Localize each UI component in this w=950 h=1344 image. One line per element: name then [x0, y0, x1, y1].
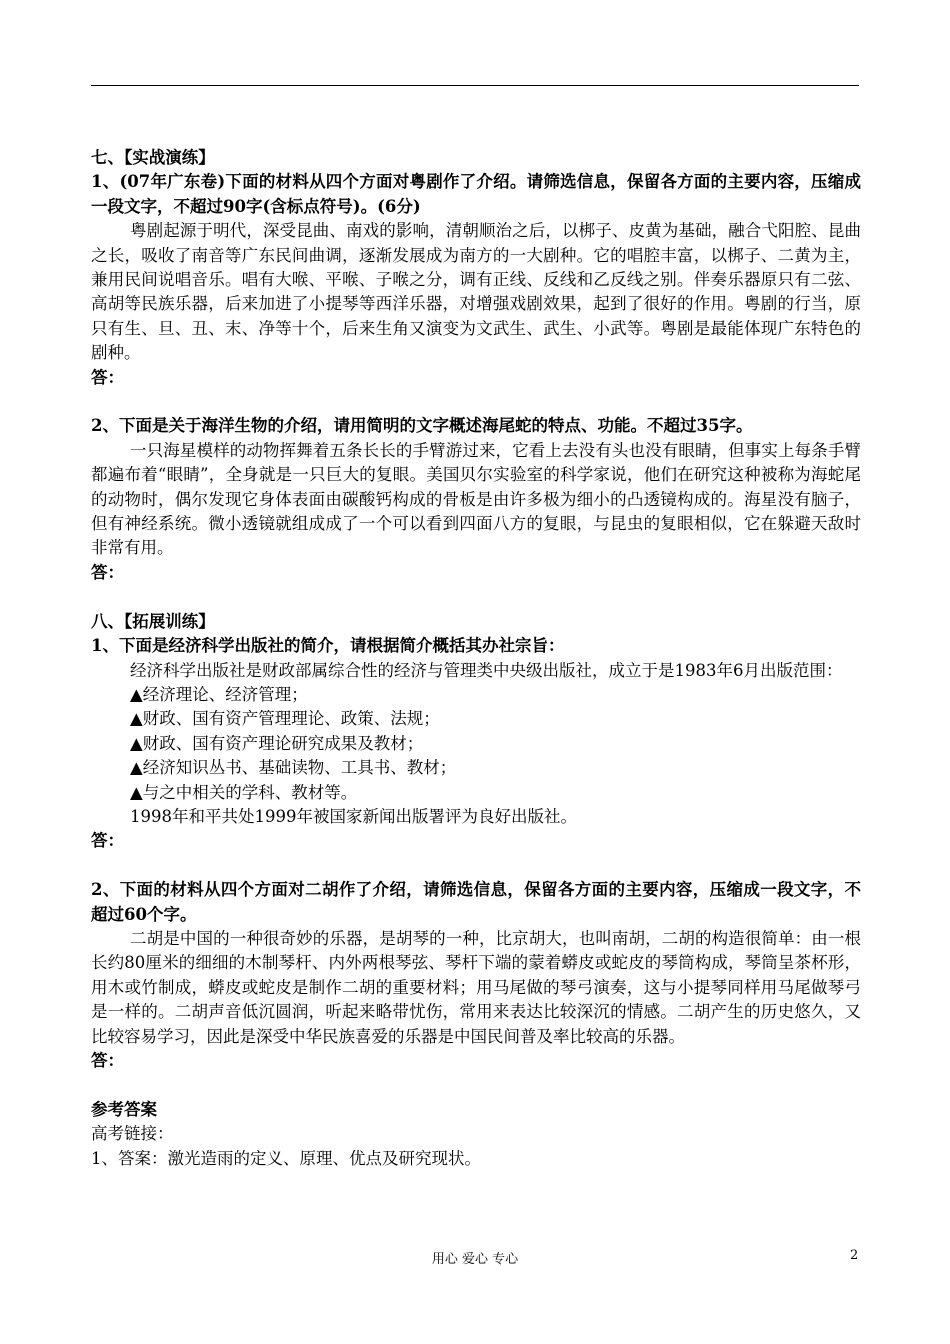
- reference-subheading: 高考链接：: [91, 1124, 174, 1144]
- reference-heading: 参考答案: [91, 1099, 157, 1119]
- s8-q1-answer: 答：: [91, 831, 124, 851]
- s8-q2-prompt: 2、下面的材料从四个方面对二胡作了介绍，请筛选信息，保留各方面的主要内容，压缩成一段文字，不超过60个字。: [91, 880, 861, 924]
- spacer: [91, 390, 861, 414]
- s7-q2-body: 一只海星模样的动物挥舞着五条长长的手臂游过来，它看上去没有头也没有眼睛，但事实上每条手臂都遍布着“眼睛”，全身就是一只巨大的复眼。美国贝尔实验室的科学家说，他们在研究这种被称为海蛇尾的动物时，偶尔发现它身体表面由碳酸钙构成的骨板是由许多极为细小的凸透镜构成的。海星没有脑子，但有神经系统。微小透镜就组成成了一个可以看到四面八方的复眼，与昆虫的复眼相似，它在躲避天敌时非常有用。: [91, 440, 861, 558]
- s8-q2-answer: 答：: [91, 1050, 124, 1070]
- s7-q2-prompt: 2、下面是关于海洋生物的介绍，请用简明的文字概述海尾蛇的特点、功能。不超过35字。: [91, 416, 753, 436]
- s8-q1-intro: 经济科学出版社是财政部属综合性的经济与管理类中央级出版社，成立于是1983年6月出版范围：: [130, 660, 843, 680]
- footer-motto: 用心 爱心 专心: [431, 1252, 519, 1267]
- s8-q2-body: 二胡是中国的一种很奇妙的乐器，是胡琴的一种，比京胡大，也叫南胡，二胡的构造很简单：由一根长约80厘米的细细的木制琴杆、内外两根琴弦、琴杆下端的蒙着蟒皮或蛇皮的琴筒构成，琴筒呈茶杯形，用木或竹制成，蟒皮或蛇皮是制作二胡的重要材料；用马尾做的琴弓演奏，这与小提琴同样用马尾做琴弓是一样的。二胡声音低沉圆润，听起来略带忧伤，常用来表达比较深沉的情感。二胡产生的历史悠久，又比较容易学习，因此是深受中华民族喜爱的乐器是中国民间普及率比较高的乐器。: [91, 928, 861, 1046]
- s7-q1-prompt: 1、(07年广东卷)下面的材料从四个方面对粤剧作了介绍。请筛选信息，保留各方面的主要内容，压缩成一段文字，不超过90字(含标点符号)。(6分): [91, 172, 861, 216]
- s7-q1-body: 粤剧起源于明代，深受昆曲、南戏的影响，清朝顺治之后，以梆子、皮黄为基础，融合弋阳腔、昆曲之长，吸收了南音等广东民间曲调，逐渐发展成为南方的一大剧种。它的唱腔丰富，以梆子、二黄为主，兼用民间说唱音乐。唱有大喉、平喉、子喉之分，调有正线、反线和乙反线之别。伴奏乐器原只有二弦、高胡等民族乐器，后来加进了小提琴等西洋乐器，对增强戏剧效果，起到了很好的作用。粤剧的行当，原只有生、旦、丑、末、净等十个，后来生角又演变为文武生、武生、小武等。粤剧是最能体现广东特色的剧种。: [91, 221, 861, 363]
- s7-q2-answer: 答：: [91, 562, 124, 582]
- section-7-heading: 七、【实战演练】: [91, 148, 215, 167]
- spacer: [91, 854, 861, 878]
- bullet-item: ▲财政、国有资产管理理论、政策、法规；: [130, 709, 440, 729]
- spacer: [91, 1073, 861, 1097]
- section-8-heading: 八、【拓展训练】: [91, 611, 215, 631]
- page-number: 2: [850, 1248, 859, 1263]
- header-rule: [91, 85, 859, 86]
- s8-q1-note: 1998年和平共处1999年被国家新闻出版署评为良好出版社。: [130, 806, 577, 826]
- bullet-item: ▲财政、国有资产理论研究成果及教材；: [130, 733, 424, 753]
- document-body: [91, 146, 861, 1171]
- s8-q1-prompt: 1、下面是经济科学出版社的简介，请根据简介概括其办社宗旨：: [91, 636, 565, 656]
- bullet-item: ▲经济知识丛书、基础读物、工具书、教材；: [130, 758, 457, 778]
- s7-q1-answer: 答：: [91, 367, 124, 387]
- bullet-item: ▲经济理论、经济管理；: [130, 684, 308, 704]
- bullet-item: ▲与之中相关的学科、教材等。: [130, 782, 358, 802]
- spacer: [91, 585, 861, 609]
- reference-answer-1: 1、答案：激光造雨的定义、原理、优点及研究现状。: [91, 1148, 481, 1168]
